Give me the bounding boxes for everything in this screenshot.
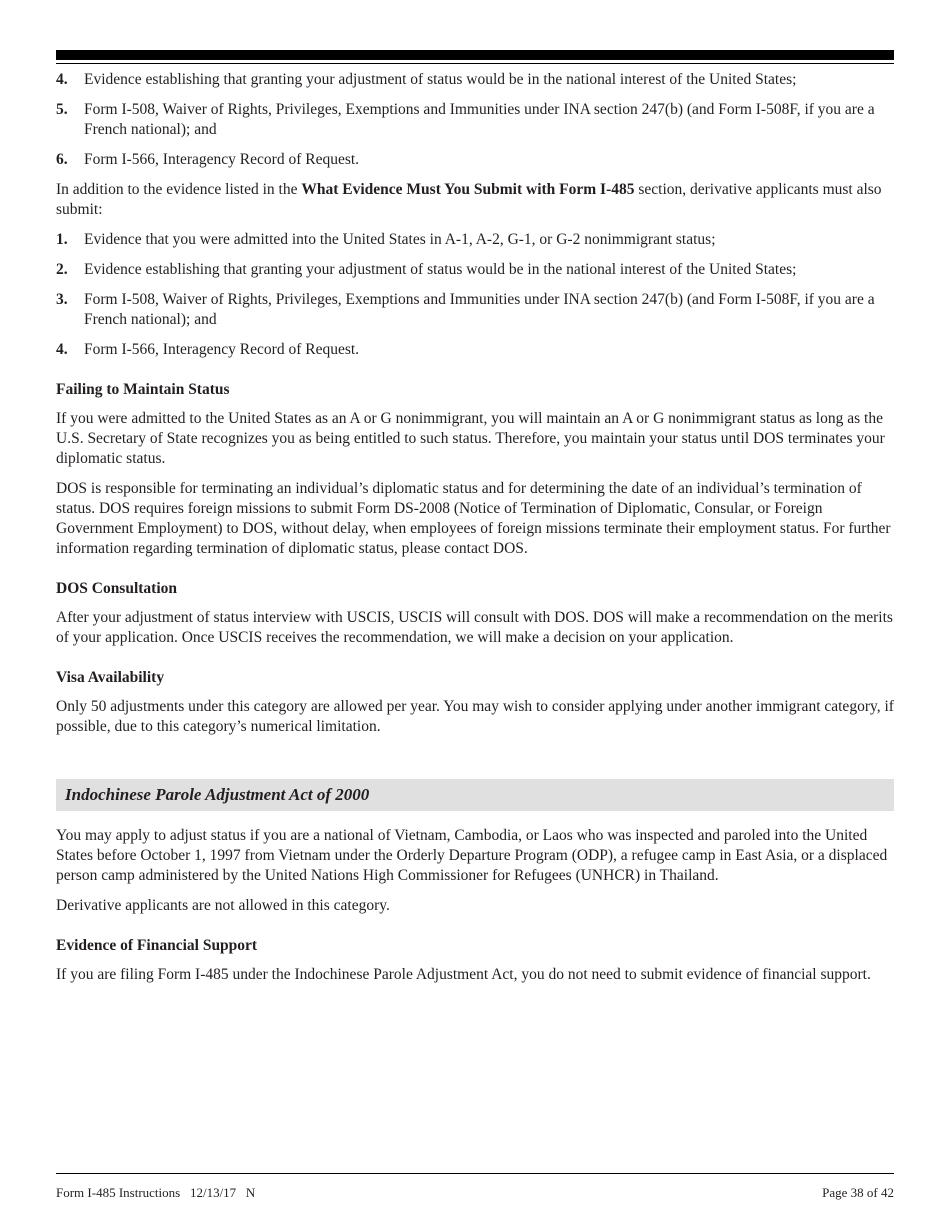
paragraph: If you were admitted to the United States as an A or G nonimmigrant, you will maintain an A or G nonimmigrant status as long as the U.S. Secretary of State recognizes you as being entitled to such status. Therefore, you maintain your status until DOS terminates your diplomatic status. xyxy=(56,410,885,467)
list-number: 2. xyxy=(56,261,68,278)
list-item xyxy=(56,230,894,250)
list-item xyxy=(56,340,894,360)
section-heading-visa-availability: Visa Availability xyxy=(56,669,165,686)
paragraph: Derivative applicants are not allowed in this category. xyxy=(56,897,390,914)
paragraph: DOS is responsible for terminating an individual’s diplomatic status and for determining the date of an individual’s termination of status. DOS requires foreign missions to submit Form DS-2008 (Notice of Termination of Diplomatic, Consular, or Foreign Government Employment) to DOS, without delay, when employees of foreign missions terminate their employment status. For further information regarding termination of diplomatic status, please contact DOS. xyxy=(56,480,891,557)
paragraph: After your adjustment of status interview with USCIS, USCIS will consult with DOS. DOS will make a recommendation on the merits of your application. Once USCIS receives the recommendation, we will make a decision on your application. xyxy=(56,609,893,646)
page-content xyxy=(56,70,894,985)
list-item xyxy=(56,290,894,330)
list-number: 6. xyxy=(56,151,68,168)
section-heading-dos-consultation: DOS Consultation xyxy=(56,580,178,597)
page-footer xyxy=(56,1173,894,1201)
paragraph: Only 50 adjustments under this category are allowed per year. You may wish to consider applying under another immigrant category, if possible, due to this category’s numerical limitation. xyxy=(56,698,894,735)
list-item xyxy=(56,150,894,170)
paragraph: You may apply to adjust status if you are a national of Vietnam, Cambodia, or Laos who was inspected and paroled into the United States before October 1, 1997 from Vietnam under the Orderly Departure Program (ODP), a refugee camp in East Asia, or a displaced person camp administered by the United Nations High Commissioner for Refugees (UNHCR) in Thailand. xyxy=(56,827,888,884)
footer-form-info: Form I-485 Instructions 12/13/17 N xyxy=(56,1185,256,1200)
list-item xyxy=(56,100,894,140)
list-number: 5. xyxy=(56,101,68,118)
list-text: Form I-566, Interagency Record of Request. xyxy=(84,151,360,168)
intro-text-before: In addition to the evidence listed in the xyxy=(56,181,302,198)
paragraph: If you are filing Form I-485 under the Indochinese Parole Adjustment Act, you do not need to submit evidence of financial support. xyxy=(56,966,871,983)
footer-page-number: Page 38 of 42 xyxy=(822,1185,894,1200)
list-item xyxy=(56,260,894,280)
top-rule-thin xyxy=(56,63,894,64)
list-text: Evidence establishing that granting your adjustment of status would be in the national interest of the United States; xyxy=(84,261,797,278)
top-rule-thick xyxy=(56,50,894,60)
list-text: Evidence establishing that granting your adjustment of status would be in the national interest of the United States; xyxy=(84,71,797,88)
list-number: 4. xyxy=(56,71,68,88)
list-text: Form I-566, Interagency Record of Request. xyxy=(84,341,360,358)
intro-bold-reference: What Evidence Must You Submit with Form I-485 xyxy=(301,181,635,198)
list-text: Form I-508, Waiver of Rights, Privileges, Exemptions and Immunities under INA section 247(b) (and Form I-508F, if you are a French national); and xyxy=(84,291,875,328)
section-heading-failing-status: Failing to Maintain Status xyxy=(56,381,230,398)
section-banner-indochinese: Indochinese Parole Adjustment Act of 2000 xyxy=(56,779,894,811)
list-number: 1. xyxy=(56,231,68,248)
list-text: Form I-508, Waiver of Rights, Privileges, Exemptions and Immunities under INA section 247(b) (and Form I-508F, if you are a French national); and xyxy=(84,101,875,138)
list-number: 4. xyxy=(56,341,68,358)
derivative-intro xyxy=(56,180,894,220)
intro-text-after: section, derivative applicants must also submit: xyxy=(56,181,882,218)
list-number: 3. xyxy=(56,291,68,308)
list-item xyxy=(56,70,894,90)
list-text: Evidence that you were admitted into the United States in A-1, A-2, G-1, or G-2 nonimmigrant status; xyxy=(84,231,716,248)
section-heading-financial-support: Evidence of Financial Support xyxy=(56,937,258,954)
document-page xyxy=(56,50,894,985)
